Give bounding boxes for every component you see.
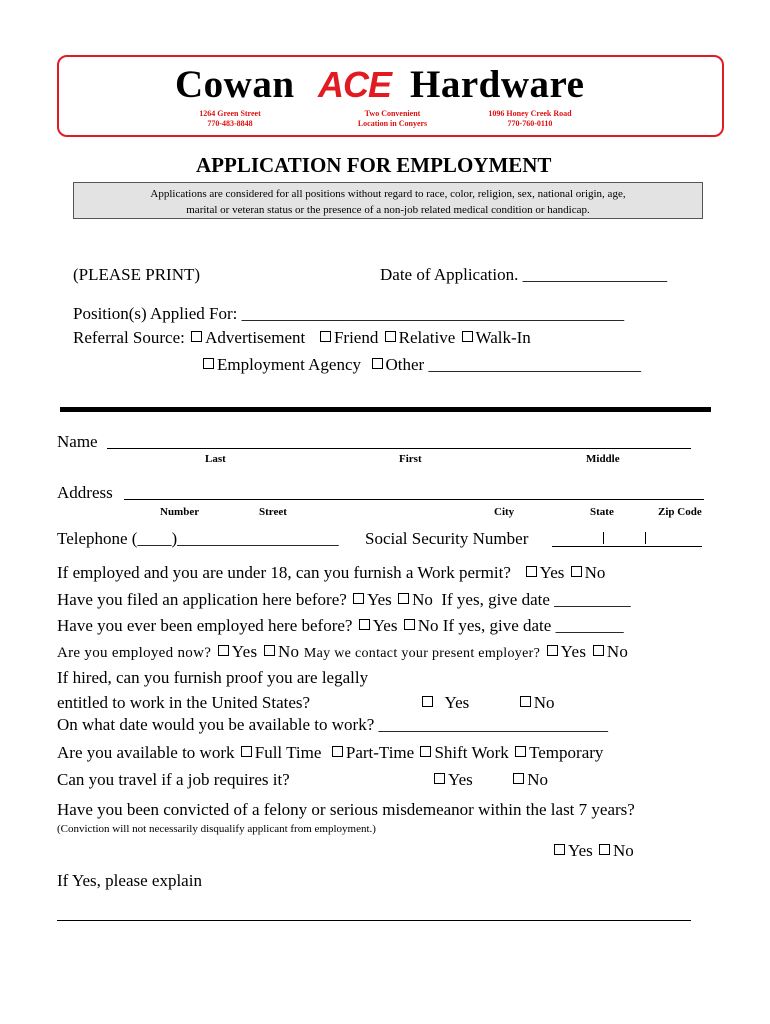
advertisement-label: Advertisement bbox=[205, 328, 306, 347]
address-3 bbox=[480, 109, 580, 129]
shift-work-label: Shift Work bbox=[434, 743, 509, 762]
ssn-label: Social Security Number bbox=[365, 529, 529, 548]
name-last-caption: Last bbox=[205, 453, 226, 465]
proof-no-checkbox[interactable] bbox=[520, 696, 531, 707]
telephone-field[interactable]: Telephone (____)___________________ bbox=[57, 529, 339, 548]
address-1-street: 1264 Green Street bbox=[199, 109, 261, 118]
agency-label: Employment Agency bbox=[217, 355, 362, 374]
walkin-checkbox[interactable] bbox=[462, 331, 473, 342]
felony-yes-checkbox[interactable] bbox=[554, 844, 565, 855]
advertisement-checkbox[interactable] bbox=[191, 331, 202, 342]
walkin-label: Walk-In bbox=[475, 328, 531, 347]
notice-line-1: Applications are considered for all positions without regard to race, color, religion, sex, national origin, age, bbox=[150, 188, 626, 200]
address-3-phone: 770-760-0110 bbox=[507, 119, 553, 128]
travel-options bbox=[432, 770, 548, 790]
shift-work-checkbox[interactable] bbox=[420, 746, 431, 757]
no-label: No bbox=[606, 642, 629, 661]
filed-before-question: Have you filed an application here before? bbox=[57, 590, 347, 609]
ssn-divider-1 bbox=[603, 532, 604, 544]
yes-label: Yes bbox=[231, 642, 258, 661]
yes-label: Yes bbox=[367, 590, 392, 609]
no-label: No bbox=[412, 590, 433, 609]
agency-checkbox[interactable] bbox=[203, 358, 214, 369]
address-1 bbox=[185, 109, 275, 129]
travel-no-checkbox[interactable] bbox=[513, 773, 524, 784]
work-permit-question: If employed and you are under 18, can you furnish a Work permit? bbox=[57, 563, 511, 582]
ace-logo: ACE bbox=[318, 64, 392, 105]
employed-now-no-checkbox[interactable] bbox=[264, 645, 275, 656]
relative-checkbox[interactable] bbox=[385, 331, 396, 342]
name-field[interactable] bbox=[107, 448, 691, 449]
no-label: No bbox=[533, 693, 555, 712]
ssn-field[interactable] bbox=[552, 546, 702, 547]
address-2-line2: Location in Conyers bbox=[357, 119, 428, 128]
proof-question-line2: entitled to work in the United States? bbox=[57, 693, 311, 712]
address-field[interactable] bbox=[124, 499, 704, 500]
yes-label: Yes bbox=[448, 770, 473, 789]
proof-yes-checkbox[interactable] bbox=[422, 696, 433, 707]
no-label: No bbox=[584, 563, 606, 582]
other-blank[interactable]: _________________________ bbox=[428, 355, 641, 374]
address-2 bbox=[345, 109, 440, 129]
address-state-caption: State bbox=[590, 506, 614, 518]
felony-options bbox=[552, 841, 634, 861]
travel-question: Can you travel if a job requires it? bbox=[57, 770, 290, 789]
filed-before-row bbox=[57, 590, 631, 610]
employed-now-yes-checkbox[interactable] bbox=[218, 645, 229, 656]
no-label: No bbox=[417, 616, 439, 635]
address-2-line1: Two Convenient bbox=[364, 109, 421, 118]
explain-field[interactable] bbox=[57, 920, 691, 921]
contact-employer-question: May we contact your present employer? bbox=[303, 646, 541, 661]
name-first-caption: First bbox=[399, 453, 422, 465]
brand-cowan: Cowan bbox=[175, 63, 295, 106]
employed-now-row bbox=[57, 642, 628, 662]
proof-options bbox=[420, 693, 555, 713]
explain-label: If Yes, please explain bbox=[57, 871, 202, 890]
employed-before-no-checkbox[interactable] bbox=[404, 619, 415, 630]
employed-before-row bbox=[57, 616, 624, 636]
felony-no-checkbox[interactable] bbox=[599, 844, 610, 855]
other-checkbox[interactable] bbox=[372, 358, 383, 369]
brand-hardware: Hardware bbox=[410, 63, 585, 106]
employed-before-date-field[interactable]: If yes, give date ________ bbox=[442, 616, 624, 635]
yes-label: Yes bbox=[568, 841, 593, 860]
relative-label: Relative bbox=[398, 328, 456, 347]
name-middle-caption: Middle bbox=[586, 453, 620, 465]
no-label: No bbox=[527, 770, 549, 789]
part-time-checkbox[interactable] bbox=[332, 746, 343, 757]
contact-employer-yes-checkbox[interactable] bbox=[547, 645, 558, 656]
work-permit-row bbox=[57, 563, 605, 583]
notice-line-2: marital or veteran status or the presence of a non-job related medical condition or handicap. bbox=[186, 204, 590, 216]
referral-label: Referral Source: bbox=[73, 328, 185, 347]
yes-label: Yes bbox=[372, 616, 398, 635]
filed-before-no-checkbox[interactable] bbox=[398, 593, 409, 604]
available-date-field[interactable]: On what date would you be available to work? ___________________________ bbox=[57, 715, 608, 734]
page-title: APPLICATION FOR EMPLOYMENT bbox=[196, 153, 552, 177]
positions-applied-field[interactable]: Position(s) Applied For: _____________________________________________ bbox=[73, 304, 625, 323]
friend-checkbox[interactable] bbox=[320, 331, 331, 342]
section-divider bbox=[60, 407, 711, 412]
other-label: Other bbox=[385, 355, 425, 374]
yes-label: Yes bbox=[539, 563, 565, 582]
friend-label: Friend bbox=[333, 328, 379, 347]
full-time-label: Full Time bbox=[254, 743, 322, 762]
employed-now-question: Are you employed now? bbox=[57, 645, 212, 661]
please-print: (PLEASE PRINT) bbox=[73, 265, 201, 284]
yes-label: Yes bbox=[444, 693, 470, 712]
part-time-label: Part-Time bbox=[345, 743, 415, 762]
address-1-phone: 770-483-8848 bbox=[207, 119, 253, 128]
address-3-street: 1096 Honey Creek Road bbox=[488, 109, 572, 118]
ssn-divider-2 bbox=[645, 532, 646, 544]
address-label: Address bbox=[57, 483, 113, 502]
travel-yes-checkbox[interactable] bbox=[434, 773, 445, 784]
employed-before-question: Have you ever been employed here before? bbox=[57, 616, 353, 635]
temporary-label: Temporary bbox=[529, 743, 604, 762]
address-number-caption: Number bbox=[160, 506, 200, 518]
no-label: No bbox=[277, 642, 300, 661]
proof-question-line1: If hired, can you furnish proof you are legally bbox=[57, 668, 369, 687]
work-permit-no-checkbox[interactable] bbox=[571, 566, 582, 577]
availability-row bbox=[57, 743, 603, 763]
address-city-caption: City bbox=[494, 506, 515, 518]
referral-source-row-2 bbox=[201, 355, 641, 375]
address-zip-caption: Zip Code bbox=[658, 506, 702, 518]
contact-employer-no-checkbox[interactable] bbox=[593, 645, 604, 656]
work-permit-yes-checkbox[interactable] bbox=[526, 566, 537, 577]
no-label: No bbox=[613, 841, 634, 860]
eeo-notice bbox=[73, 182, 703, 219]
date-of-application-field[interactable]: Date of Application. _________________ bbox=[380, 265, 668, 284]
employed-before-yes-checkbox[interactable] bbox=[359, 619, 370, 630]
referral-source-row bbox=[73, 328, 531, 348]
filed-before-date-field[interactable]: If yes, give date _________ bbox=[441, 590, 631, 609]
name-label: Name bbox=[57, 432, 98, 451]
temporary-checkbox[interactable] bbox=[515, 746, 526, 757]
felony-question: Have you been convicted of a felony or serious misdemeanor within the last 7 years? bbox=[57, 800, 635, 819]
full-time-checkbox[interactable] bbox=[241, 746, 252, 757]
address-street-caption: Street bbox=[259, 506, 287, 518]
yes-label: Yes bbox=[560, 642, 587, 661]
filed-before-yes-checkbox[interactable] bbox=[353, 593, 364, 604]
availability-question: Are you available to work bbox=[57, 743, 235, 762]
felony-note: (Conviction will not necessarily disqualify applicant from employment.) bbox=[57, 823, 376, 835]
